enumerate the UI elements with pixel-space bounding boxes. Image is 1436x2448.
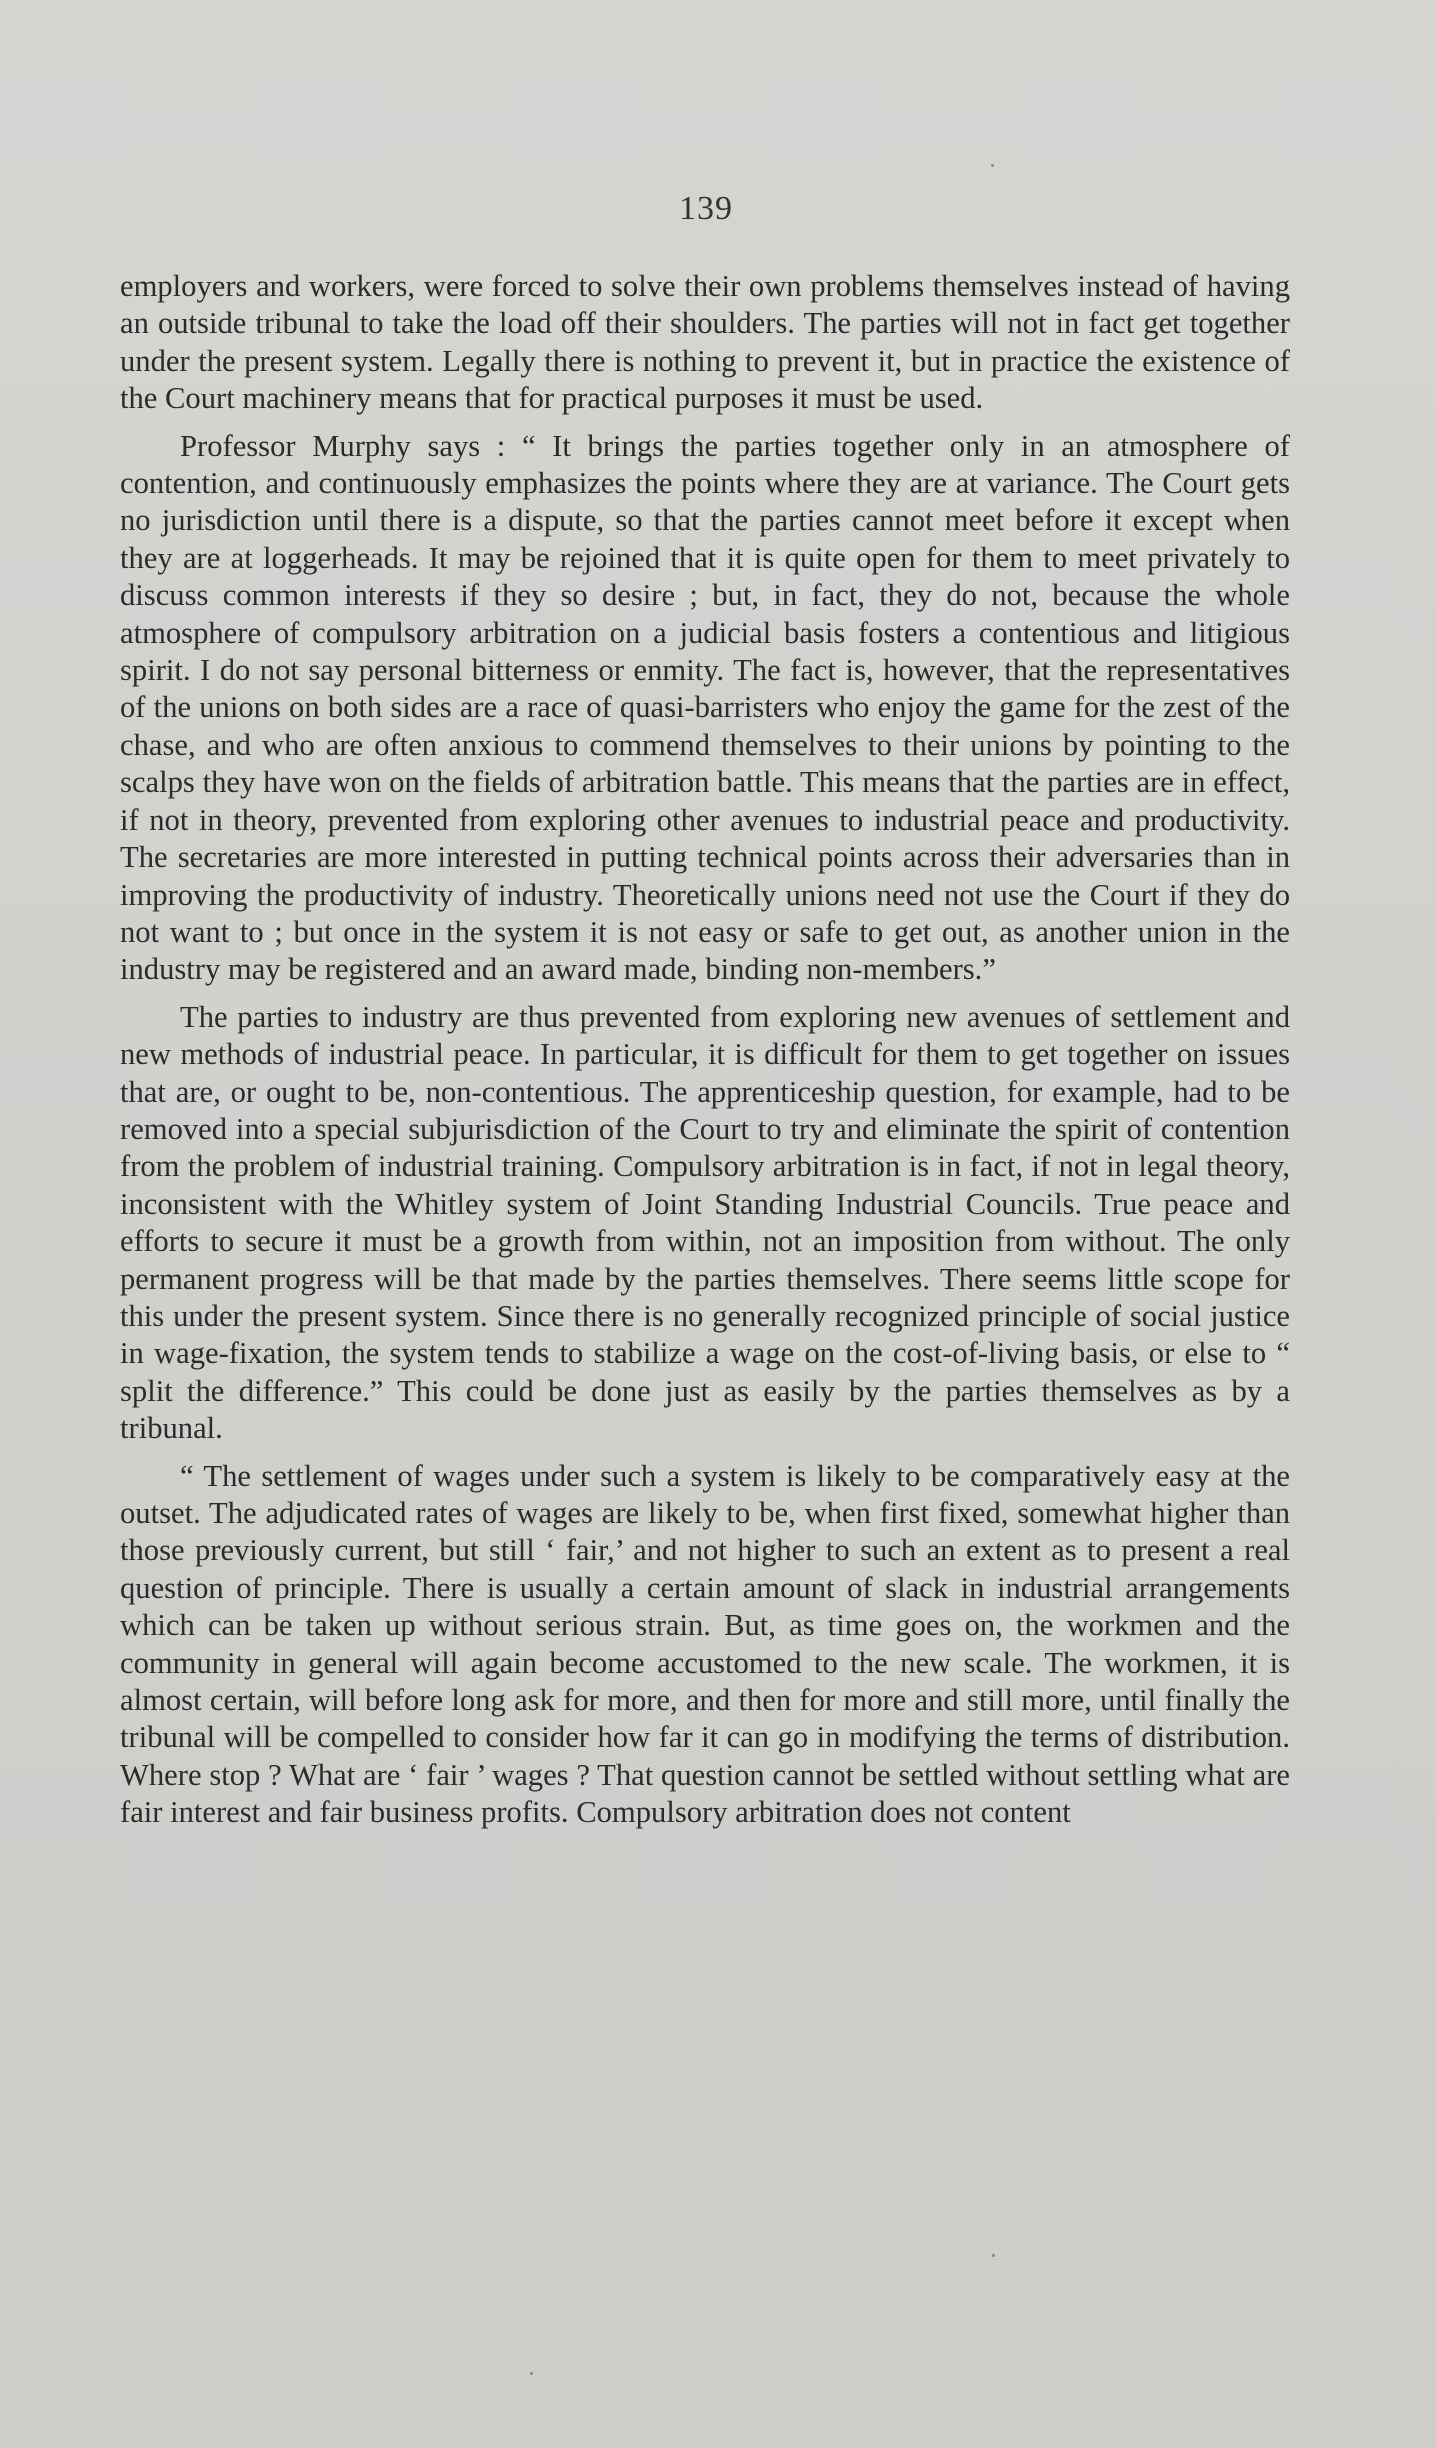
scan-speck <box>992 2254 995 2257</box>
scan-speck <box>991 164 994 167</box>
paragraph-wage-settlement-quote: “ The settlement of wages under such a system is likely to be comparatively easy at the outset. The adjudicated rates of wages are likely to be, when first fixed, somewhat higher than those previously current, but still ‘ fair,’ and not higher to such an extent as to present a real question of principle. There is usually a certain amount of slack in industrial arrangements which can be taken up without serious strain. But, as time goes on, the workmen and the community in general will again become accustomed to the new scale. The workmen, it is almost certain, will before long ask for more, and then for more and still more, until finally the tribunal will be compelled to consider how far it can go in modifying the terms of distribution. Where stop ? What are ‘ fair ’ wages ? That question cannot be settled without settling what are fair interest and fair business profits. Compulsory arbitration does not content <box>120 1458 1290 1830</box>
page-number: 139 <box>679 190 733 227</box>
body-text <box>120 268 1290 1842</box>
paragraph-murphy-quote: Professor Murphy says : “ It brings the parties together only in an atmosphere of contention, and continuously emphasizes the points where they are at variance. The Court gets no jurisdiction until there is a dispute, so that the parties cannot meet before it except when they are at loggerheads. It may be rejoined that it is quite open for them to meet privately to discuss common interests if they so desire ; but, in fact, they do not, because the whole atmosphere of compulsory arbitration on a judicial basis fosters a contentious and litigious spirit. I do not say personal bitterness or enmity. The fact is, however, that the representatives of the unions on both sides are a race of quasi-barristers who enjoy the game for the zest of the chase, and who are often anxious to commend themselves to their unions by pointing to the scalps they have won on the fields of arbitration battle. This means that the parties are in effect, if not in theory, prevented from exploring other avenues to industrial peace and productivity. The secretaries are more interested in putting technical points across their adversaries than in improving the productivity of industry. Theoretically unions need not use the Court if they do not want to ; but once in the system it is not easy or safe to get out, as another union in the industry may be registered and an award made, binding non-members.” <box>120 428 1290 987</box>
scan-speck <box>530 2372 533 2375</box>
paragraph-continuation: employers and workers, were forced to solve their own problems themselves instead of having an outside tribunal to take the load off their shoulders. The parties will not in fact get together under the present system. Legally there is nothing to prevent it, but in practice the existence of the Court machinery means that for practical purposes it must be used. <box>120 269 1290 416</box>
paragraph-parties-prevented: The parties to industry are thus prevented from exploring new avenues of settlement and new methods of industrial peace. In particular, it is difficult for them to get together on issues that are, or ought to be, non-contentious. The apprenticeship question, for example, had to be removed into a special subjurisdiction of the Court to try and eliminate the spirit of contention from the problem of industrial training. Compulsory arbitration is in fact, if not in legal theory, inconsistent with the Whitley system of Joint Standing Industrial Councils. True peace and efforts to secure it must be a growth from within, not an imposition from without. The only permanent progress will be that made by the parties themselves. There seems little scope for this under the present system. Since there is no generally recognized principle of social justice in wage-fixation, the system tends to stabilize a wage on the cost-of-living basis, or else to “ split the difference.” This could be done just as easily by the parties themselves as by a tribunal. <box>120 999 1290 1446</box>
